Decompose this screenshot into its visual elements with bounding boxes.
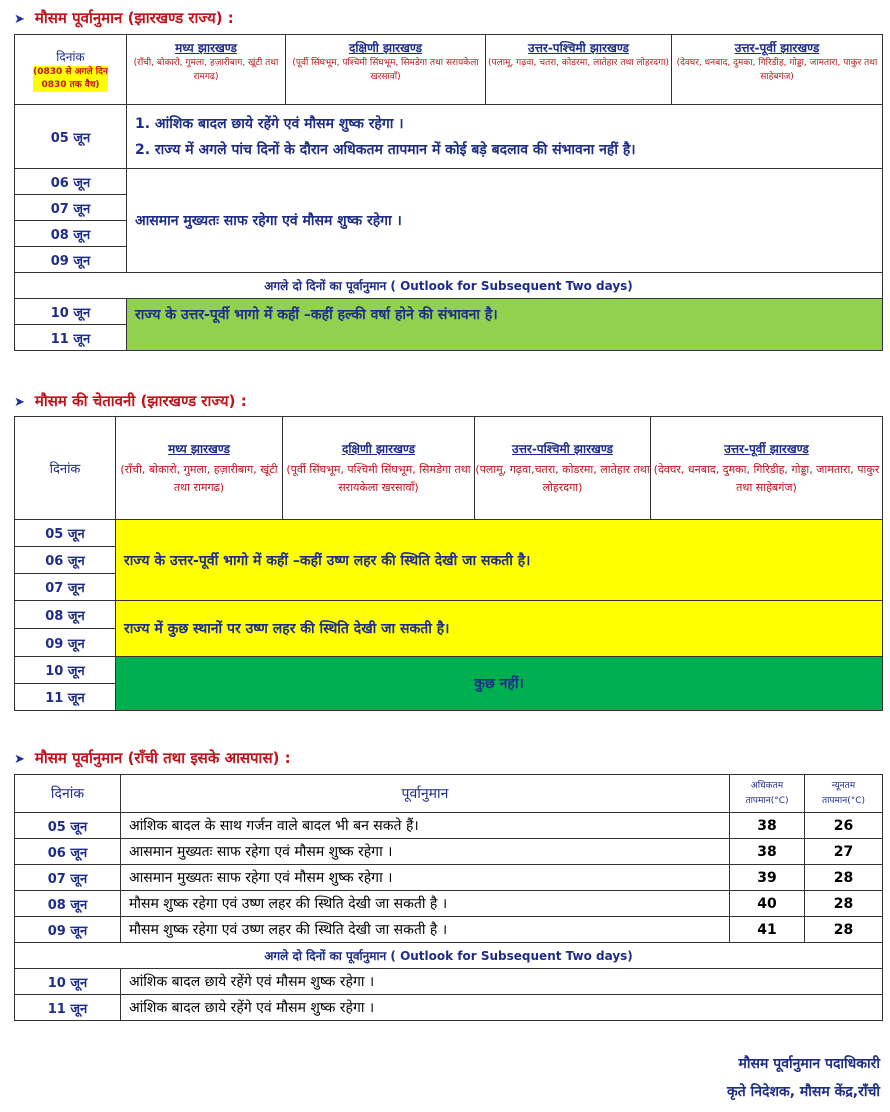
date-cell: 06 जून: [15, 547, 116, 574]
date-cell: 08 जून: [15, 601, 116, 629]
forecast-header-cell: पूर्वानुमान: [121, 775, 730, 813]
forecast-cell-day1: 1. आंशिक बादल छाये रहेंगे एवं मौसम शुष्क रहेगा । 2. राज्य में अगले पांच दिनों के दौरान अधिकतम तापमान में कोई बड़े बदलाव की संभावना नहीं है।: [127, 105, 883, 169]
min-temp-cell: 28: [805, 917, 883, 943]
state-forecast-table: [14, 34, 883, 351]
date-cell: 07 जून: [15, 865, 121, 891]
forecast-text-cell: आंशिक बादल के साथ गर्जन वाले बादल भी बन सकते हैं।: [121, 813, 730, 839]
date-cell: 10 जून: [15, 969, 121, 995]
region-header-northwest: उत्तर-पश्चिमी झारखण्ड (पलामू, गढ़वा, चतरा, कोडरमा, लातेहार तथा लोहरदगा): [486, 35, 672, 105]
outlook-header: अगले दो दिनों का पूर्वानुमान ( Outlook for Subsequent Two days): [15, 943, 883, 969]
date-cell: 05 जून: [15, 105, 127, 169]
max-temp-header: अधिकतम तापमान(°C): [730, 775, 805, 813]
date-cell: 06 जून: [15, 169, 127, 195]
arrow-bullet-icon: ➤: [14, 12, 25, 27]
signature-title: मौसम पूर्वानुमान पदाधिकारी: [738, 1056, 880, 1072]
warning-cell-group2: राज्य में कुछ स्थानों पर उष्ण लहर की स्थिति देखी जा सकती है।: [116, 601, 883, 657]
arrow-bullet-icon: ➤: [14, 395, 25, 410]
date-cell: 05 जून: [15, 520, 116, 547]
date-cell: 08 जून: [15, 221, 127, 247]
min-temp-cell: 28: [805, 865, 883, 891]
min-temp-header: न्यूनतम तापमान(°C): [805, 775, 883, 813]
section3-title: ➤ मौसम पूर्वानुमान (राँची तथा इसके आसपास) :: [14, 749, 291, 767]
min-temp-cell: 27: [805, 839, 883, 865]
warning-cell-group1: राज्य के उत्तर-पूर्वी भागो में कहीं –कहीं उष्ण लहर की स्थिति देखी जा सकती है।: [116, 520, 883, 601]
max-temp-cell: 38: [730, 839, 805, 865]
forecast-text-cell: आसमान मुख्यतः साफ रहेगा एवं मौसम शुष्क रहेगा ।: [121, 839, 730, 865]
warning-cell-group3: कुछ नहीं।: [116, 657, 883, 711]
arrow-bullet-icon: ➤: [14, 752, 25, 767]
outlook-header: अगले दो दिनों का पूर्वानुमान ( Outlook for Subsequent Two days): [15, 273, 883, 299]
min-temp-cell: 28: [805, 891, 883, 917]
date-cell: 07 जून: [15, 574, 116, 601]
outlook-forecast-cell: राज्य के उत्तर-पूर्वी भागो में कहीं –कहीं हल्की वर्षा होने की संभावना है।: [127, 299, 883, 351]
date-cell: 11 जून: [15, 684, 116, 711]
region-header-northeast: उत्तर-पूर्वी झारखण्ड (देवघर, धनबाद, दुमका, गिरिडीह, गोड्डा, जामतारा, पाकुर तथा साहेबगंज): [672, 35, 883, 105]
date-cell: 10 जून: [15, 299, 127, 325]
section2-title: ➤ मौसम की चेतावनी (झारखण्ड राज्य) :: [14, 392, 247, 410]
max-temp-cell: 38: [730, 813, 805, 839]
signature-office: कृते निदेशक, मौसम केंद्र,राँची: [727, 1084, 880, 1100]
region-header-south: दक्षिणी झारखण्ड (पूर्वी सिंघभूम, पश्चिमी सिंघभूम, सिमडेगा तथा सरायकेला खरसावाँ): [283, 417, 475, 520]
date-cell: 05 जून: [15, 813, 121, 839]
ranchi-forecast-table: [14, 774, 883, 1021]
date-header-cell: दिनांक: [15, 775, 121, 813]
forecast-text-cell: मौसम शुष्क रहेगा एवं उष्ण लहर की स्थिति देखी जा सकती है ।: [121, 891, 730, 917]
validity-note: (0830 से अगले दिन 0830 तक वैध): [33, 66, 108, 90]
max-temp-cell: 40: [730, 891, 805, 917]
region-header-northwest: उत्तर-पश्चिमी झारखण्ड (पलामू, गढ़वा,चतरा, कोडरमा, लातेहार तथा लोहरदगा): [475, 417, 651, 520]
region-header-south: दक्षिणी झारखण्ड (पूर्वी सिंघभूम, पश्चिमी सिंघभूम, सिमडेगा तथा सरायकेला खरसावाँ): [286, 35, 486, 105]
date-cell: 07 जून: [15, 195, 127, 221]
outlook-text-cell: आंशिक बादल छाये रहेंगे एवं मौसम शुष्क रहेगा ।: [121, 969, 883, 995]
date-cell: 11 जून: [15, 995, 121, 1021]
date-cell: 11 जून: [15, 325, 127, 351]
min-temp-cell: 26: [805, 813, 883, 839]
date-header-cell: दिनांक (0830 से अगले दिन 0830 तक वैध): [15, 35, 127, 105]
date-cell: 09 जून: [15, 917, 121, 943]
date-cell: 06 जून: [15, 839, 121, 865]
date-cell: 08 जून: [15, 891, 121, 917]
date-cell: 09 जून: [15, 629, 116, 657]
date-header-cell: दिनांक: [15, 417, 116, 520]
region-header-central: मध्य झारखण्ड (राँची, बोकारो, गुमला, हज़ारीबाग, खूंटी तथा रामगढ): [127, 35, 286, 105]
forecast-cell-group: आसमान मुख्यतः साफ रहेगा एवं मौसम शुष्क रहेगा ।: [127, 169, 883, 273]
region-header-northeast: उत्तर-पूर्वी झारखण्ड (देवघर, धनबाद, दुमका, गिरिडीह, गोड्डा, जामतारा, पाकुर तथा साहेबगंज): [651, 417, 883, 520]
warning-table: [14, 416, 883, 711]
max-temp-cell: 39: [730, 865, 805, 891]
date-cell: 09 जून: [15, 247, 127, 273]
region-header-central: मध्य झारखण्ड (राँची, बोकारो, गुमला, हज़ारीबाग, खूंटी तथा रामगढ): [116, 417, 283, 520]
forecast-text-cell: आसमान मुख्यतः साफ रहेगा एवं मौसम शुष्क रहेगा ।: [121, 865, 730, 891]
section1-title: ➤ मौसम पूर्वानुमान (झारखण्ड राज्य) :: [14, 9, 234, 27]
date-cell: 10 जून: [15, 657, 116, 684]
forecast-text-cell: मौसम शुष्क रहेगा एवं उष्ण लहर की स्थिति देखी जा सकती है ।: [121, 917, 730, 943]
outlook-text-cell: आंशिक बादल छाये रहेंगे एवं मौसम शुष्क रहेगा ।: [121, 995, 883, 1021]
max-temp-cell: 41: [730, 917, 805, 943]
